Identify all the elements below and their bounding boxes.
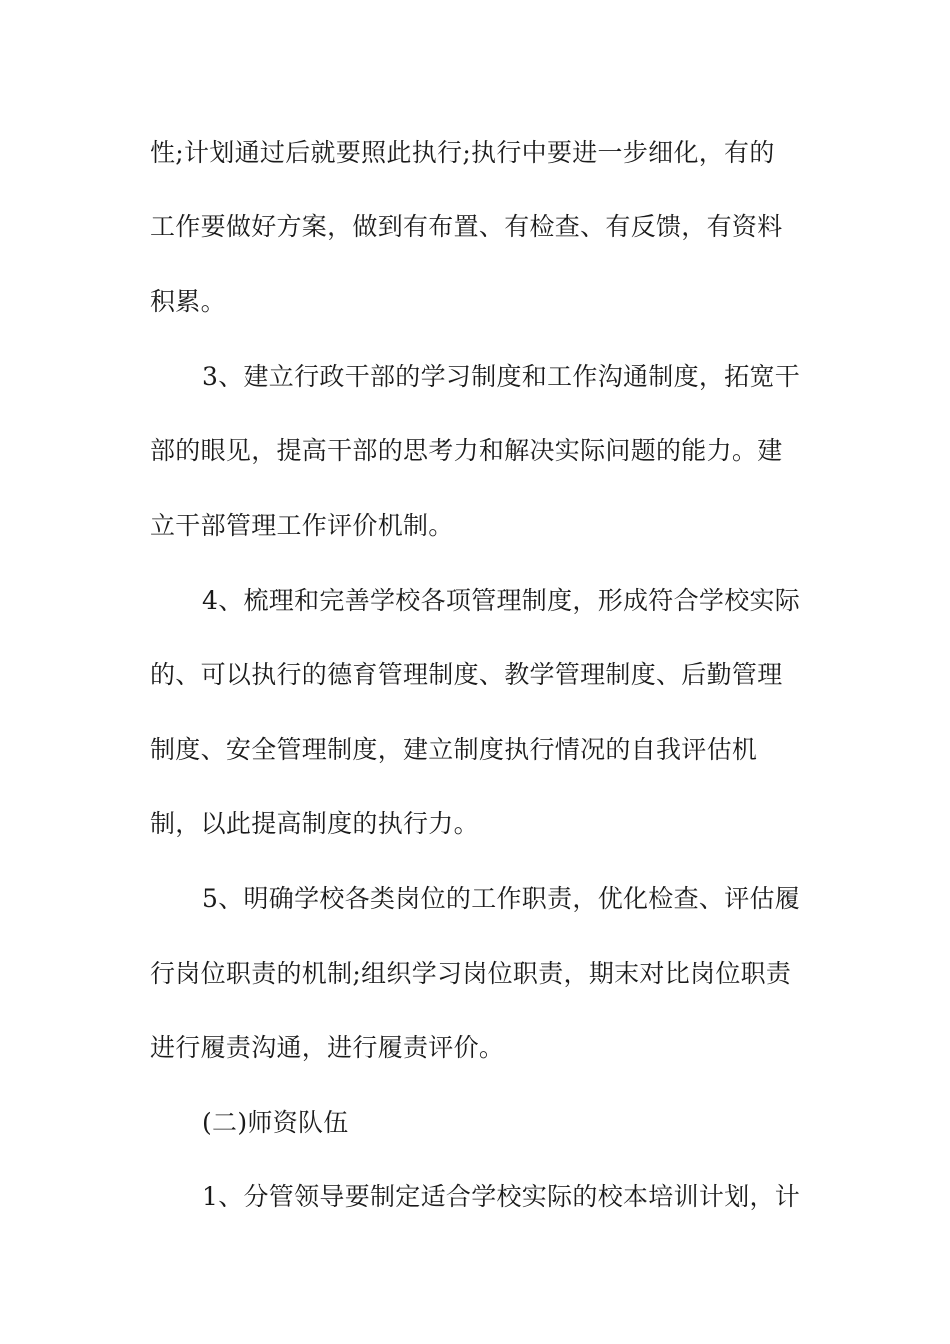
paragraph-line: 行岗位职责的机制;组织学习岗位职责，期末对比岗位职责 bbox=[150, 959, 792, 988]
section-heading: (二)师资队伍 bbox=[202, 1108, 349, 1137]
paragraph-line: 4、梳理和完善学校各项管理制度，形成符合学校实际 bbox=[202, 586, 801, 615]
paragraph-line: 积累。 bbox=[150, 287, 226, 316]
paragraph-line: 的、可以执行的德育管理制度、教学管理制度、后勤管理 bbox=[150, 660, 783, 689]
paragraph-line: 性;计划通过后就要照此执行;执行中要进一步细化，有的 bbox=[150, 138, 775, 167]
paragraph-line: 3、建立行政干部的学习制度和工作沟通制度，拓宽干 bbox=[202, 362, 801, 391]
paragraph-line: 制，以此提高制度的执行力。 bbox=[150, 809, 479, 838]
paragraph-line: 工作要做好方案，做到有布置、有检查、有反馈，有资料 bbox=[150, 212, 783, 241]
paragraph-line: 5、明确学校各类岗位的工作职责，优化检查、评估履 bbox=[202, 884, 801, 913]
paragraph-line: 制度、安全管理制度，建立制度执行情况的自我评估机 bbox=[150, 735, 758, 764]
paragraph-line: 部的眼见，提高干部的思考力和解决实际问题的能力。建 bbox=[150, 436, 783, 465]
paragraph-line: 立干部管理工作评价机制。 bbox=[150, 511, 454, 540]
paragraph-line: 1、分管领导要制定适合学校实际的校本培训计划，计 bbox=[202, 1182, 801, 1211]
paragraph-line: 进行履责沟通，进行履责评价。 bbox=[150, 1033, 505, 1062]
